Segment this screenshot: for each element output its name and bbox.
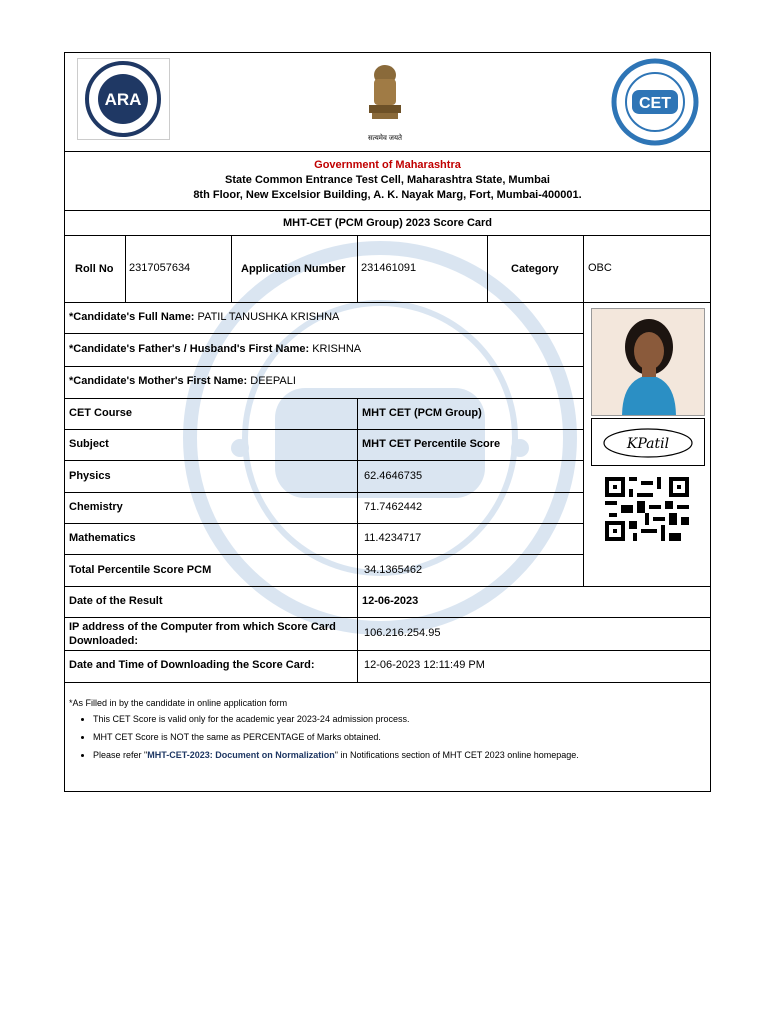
father-name-row [69, 343, 361, 355]
subject-label: Subject [69, 438, 109, 450]
office-line: State Common Entrance Test Cell, Maharashtra State, Mumbai [225, 174, 550, 186]
signature-text: KPatil [626, 436, 670, 452]
card-title: MHT-CET (PCM Group) 2023 Score Card [282, 217, 493, 229]
qr-code-icon [605, 477, 689, 541]
application-number-value: 231461091 [361, 262, 417, 274]
full-name-label: *Candidate's Full Name: [69, 311, 195, 323]
mother-name-value: DEEPALI [250, 375, 296, 387]
note-normalization-post: " in Notifications section of MHT CET 2023 online homepage. [334, 750, 579, 760]
physics-label: Physics [69, 470, 111, 482]
note-normalization [93, 750, 579, 760]
application-number-label: Application Number [241, 263, 346, 275]
govt-title: Government of Maharashtra [314, 159, 461, 171]
category-label: Category [511, 263, 559, 275]
note-percentage: • MHT CET Score is NOT the same as PERCENTAGE of Marks obtained. [93, 732, 579, 742]
mathematics-label: Mathematics [69, 532, 136, 544]
total-percentile-label: Total Percentile Score PCM [69, 564, 212, 576]
chemistry-label: Chemistry [69, 501, 123, 513]
cet-logo [610, 58, 700, 146]
candidate-photo [591, 308, 705, 416]
mother-name-row [69, 375, 296, 387]
cet-course-label: CET Course [69, 407, 132, 419]
note-normalization-pre: Please refer " [93, 750, 148, 760]
ip-address-label: IP address of the Computer from which Score Card Downloaded: [69, 621, 336, 647]
total-percentile-value: 34.1365462 [364, 564, 423, 576]
score-card [64, 52, 711, 792]
ip-address-value: 106.216.254.95 [364, 627, 441, 639]
chemistry-value: 71.7462442 [364, 501, 423, 513]
roll-no-label: Roll No [75, 263, 114, 275]
roll-no-value: 2317057634 [129, 262, 191, 274]
subject-value: MHT CET Percentile Score [362, 438, 501, 450]
download-datetime-value: 12-06-2023 12:11:49 PM [364, 659, 485, 671]
mother-name-label: *Candidate's Mother's First Name: [69, 375, 248, 387]
address-line: 8th Floor, New Excelsior Building, A. K. Nayak Marg, Fort, Mumbai-400001. [193, 189, 582, 201]
result-date-value: 12-06-2023 [362, 595, 419, 607]
result-date-label: Date of the Result [69, 595, 163, 607]
cet-course-value: MHT CET (PCM Group) [362, 407, 482, 419]
full-name-value: PATIL TANUSHKA KRISHNA [197, 311, 340, 323]
download-datetime-label: Date and Time of Downloading the Score Card: [69, 659, 315, 671]
category-value: OBC [588, 262, 612, 274]
full-name-row [69, 311, 339, 323]
ara-logo-text: ARA [104, 90, 142, 109]
notes-section [69, 698, 579, 768]
father-name-value: KRISHNA [312, 343, 362, 355]
ashoka-emblem-icon [360, 61, 410, 141]
emblem-motto: सत्यमेव जयते [367, 135, 403, 142]
note-validity: • This CET Score is valid only for the academic year 2023-24 admission process. [93, 714, 579, 724]
signature-box [591, 418, 705, 466]
father-name-label: *Candidate's Father's / Husband's First Name: [69, 343, 310, 355]
physics-value: 62.4646735 [364, 470, 423, 482]
normalization-document-link[interactable]: MHT-CET-2023: Document on Normalization [147, 750, 335, 760]
ara-logo [77, 58, 170, 140]
cet-logo-text: CET [639, 95, 671, 112]
mathematics-value: 11.4234717 [364, 532, 422, 544]
notes-intro: *As Filled in by the candidate in online application form [69, 698, 288, 708]
